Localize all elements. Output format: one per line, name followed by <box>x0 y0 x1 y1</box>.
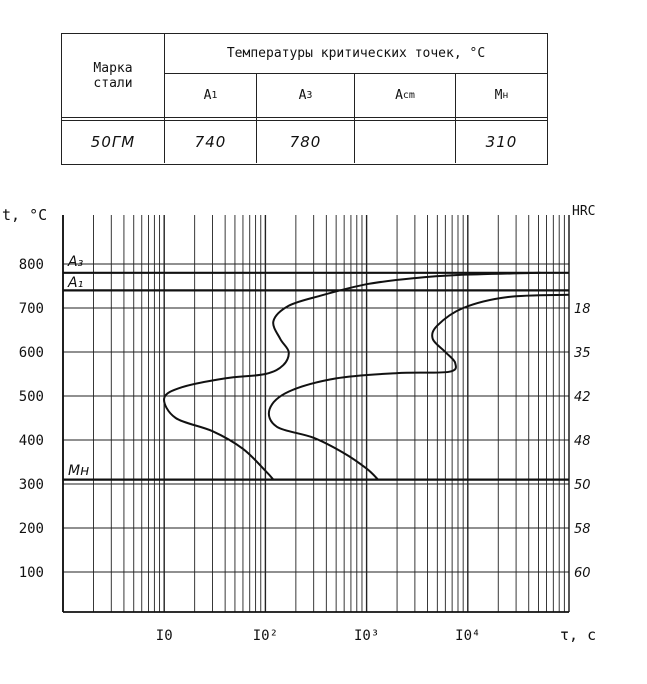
col-a1-header: A 1 <box>203 88 218 103</box>
critical-lines <box>63 273 569 480</box>
x-tick-label: I0⁴ <box>455 628 481 644</box>
a1-value: 740 <box>194 132 227 151</box>
y-tick-label: 400 <box>18 433 44 449</box>
hrc-label: 50 <box>574 478 591 493</box>
hrc-label: 18 <box>574 302 591 317</box>
critical-points-table <box>61 33 548 165</box>
mn-value: 310 <box>485 132 518 151</box>
hrc-axis-label: HRC <box>572 204 596 219</box>
x-tick-label: I0² <box>252 628 279 644</box>
col-a3-header: A 3 <box>298 88 313 103</box>
critical-temps-header: Температуры критических точек, °С <box>226 46 486 61</box>
x-tick-label: I0³ <box>353 628 380 644</box>
hrc-label: 58 <box>574 522 591 537</box>
critical-line-label: A₁ <box>68 275 84 291</box>
critical-line-label: A₃ <box>68 254 84 270</box>
col-acm-header: A cm <box>395 88 415 103</box>
y-tick-label: 500 <box>18 389 44 405</box>
hrc-label: 48 <box>574 434 591 449</box>
hrc-label: 35 <box>574 346 591 361</box>
x-tick-label: I0 <box>155 628 173 644</box>
y-tick-label: 600 <box>18 345 44 361</box>
y-tick-label: 300 <box>18 477 44 493</box>
steel-grade-header: Марка стали <box>93 61 133 91</box>
y-tick-label: 200 <box>18 521 44 537</box>
hrc-label: 42 <box>574 390 591 405</box>
y-tick-label: 800 <box>18 257 44 273</box>
y-tick-label: 700 <box>18 301 44 317</box>
chart-labels <box>2 204 596 644</box>
acm-value <box>355 122 455 162</box>
ttt-diagram <box>0 190 647 684</box>
y-axis-label: t, °C <box>2 206 48 224</box>
critical-line-label: Mн <box>68 463 90 479</box>
a3-value: 780 <box>289 132 322 151</box>
col-mn-header: M н <box>494 88 509 103</box>
steel-grade-value: 50ГМ <box>90 132 136 151</box>
hrc-label: 60 <box>574 566 591 581</box>
y-tick-label: 100 <box>18 565 44 581</box>
x-axis-label: τ, с <box>560 626 597 644</box>
